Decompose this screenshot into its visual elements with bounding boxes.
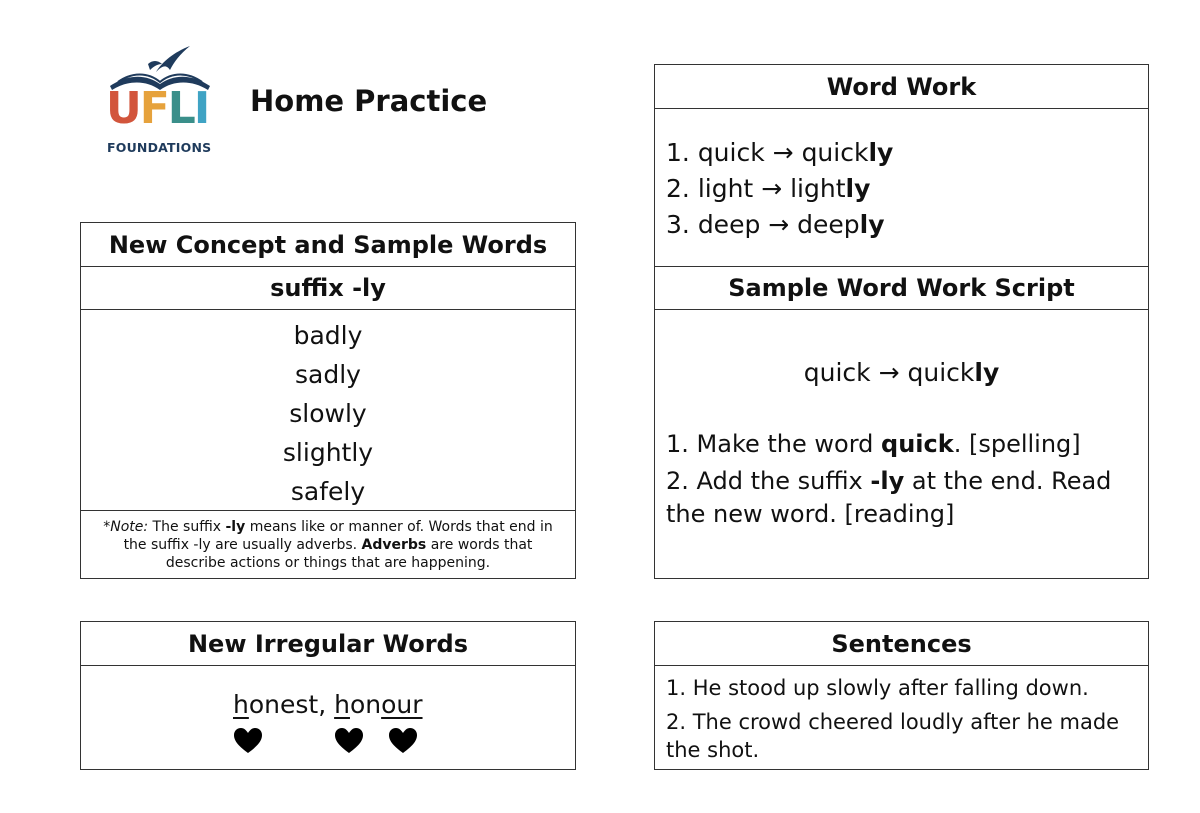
heart-icon xyxy=(233,728,263,754)
sample-words-list xyxy=(81,310,575,511)
script-body xyxy=(655,358,1148,531)
arrow: → xyxy=(768,210,790,239)
concept-note xyxy=(81,511,575,572)
regular-part: onest, xyxy=(248,690,327,719)
note-text-3: are words that describe actions or things that are happening. xyxy=(165,537,533,571)
sentences-title: Sentences xyxy=(655,622,1148,666)
sentences-list xyxy=(655,666,1148,764)
step-text: at the end. Read the new word. [reading] xyxy=(666,467,1112,528)
base-word: quick xyxy=(697,138,765,167)
new-concept-card xyxy=(80,222,576,579)
note-text-1: The suffix xyxy=(148,519,226,535)
irregular-words-line xyxy=(233,690,423,719)
base-word: quick xyxy=(803,358,871,387)
arrow: → xyxy=(772,138,794,167)
suffix: ly xyxy=(845,174,871,203)
irregular-words-card xyxy=(80,621,576,770)
suffix: ly xyxy=(868,138,894,167)
regular-part: on xyxy=(349,690,382,719)
sample-word: safely xyxy=(290,477,366,506)
stem-word: deep xyxy=(797,210,860,239)
arrow: → xyxy=(761,174,783,203)
logo-wordmark xyxy=(106,82,208,136)
irregular-part: h xyxy=(233,690,249,719)
irregular-part: h xyxy=(334,690,350,719)
sentence-item: 2. The crowd cheered loudly after he made the shot. xyxy=(666,710,1120,762)
item-number: 2. xyxy=(666,174,690,203)
sample-word: slightly xyxy=(282,438,374,467)
step-bold: quick xyxy=(881,430,954,458)
note-text-2: means like or manner of. Words that end in the suffix -ly are usually adverbs. xyxy=(123,519,553,553)
concept-title: New Concept and Sample Words xyxy=(81,223,575,267)
sample-word: slowly xyxy=(289,399,367,428)
script-step-2 xyxy=(666,465,1137,531)
word-work-list xyxy=(655,109,1148,267)
base-word: light xyxy=(697,174,754,203)
heart-icon xyxy=(388,728,418,754)
script-example xyxy=(666,358,1137,388)
item-number: 3. xyxy=(666,210,690,239)
arrow: → xyxy=(878,358,900,387)
base-word: deep xyxy=(697,210,761,239)
stem-word: light xyxy=(790,174,846,203)
stem-word: quick xyxy=(907,358,975,387)
word-work-item xyxy=(666,207,1148,243)
word-work-item xyxy=(666,171,1148,207)
word-work-card xyxy=(654,64,1149,579)
suffix: ly xyxy=(859,210,885,239)
step-bold: -ly xyxy=(870,467,905,495)
heart-icon xyxy=(334,728,364,754)
irregular-title: New Irregular Words xyxy=(81,622,575,666)
item-number: 1. xyxy=(666,138,690,167)
logo-letter-l: L xyxy=(167,83,194,134)
step-text: . [spelling] xyxy=(953,430,1081,458)
sample-word: badly xyxy=(293,321,363,350)
suffix: ly xyxy=(974,358,1000,387)
irregular-part: our xyxy=(381,690,423,719)
step-text: 2. Add the suffix xyxy=(666,467,871,495)
word-work-title: Word Work xyxy=(655,65,1148,109)
logo-letter-i: I xyxy=(193,83,209,134)
logo-subtext: FOUNDATIONS xyxy=(107,140,212,155)
logo-letter-u: U xyxy=(106,83,140,134)
note-bold-1: -ly xyxy=(225,519,246,535)
sample-word: sadly xyxy=(295,360,361,389)
page-title: Home Practice xyxy=(250,84,488,118)
note-bold-2: Adverbs xyxy=(361,537,427,553)
ufli-logo xyxy=(104,42,216,160)
script-title: Sample Word Work Script xyxy=(655,267,1148,310)
concept-subtitle: suffix -ly xyxy=(81,267,575,310)
stem-word: quick xyxy=(801,138,869,167)
irregular-words-body xyxy=(81,666,575,769)
step-text: 1. Make the word xyxy=(666,430,882,458)
sentences-card xyxy=(654,621,1149,770)
word-work-item xyxy=(666,135,1148,171)
script-step-1 xyxy=(666,428,1137,461)
note-label: *Note: xyxy=(103,519,149,535)
logo-letter-f: F xyxy=(139,83,168,134)
sentence-item: 1. He stood up slowly after falling down. xyxy=(666,676,1089,700)
